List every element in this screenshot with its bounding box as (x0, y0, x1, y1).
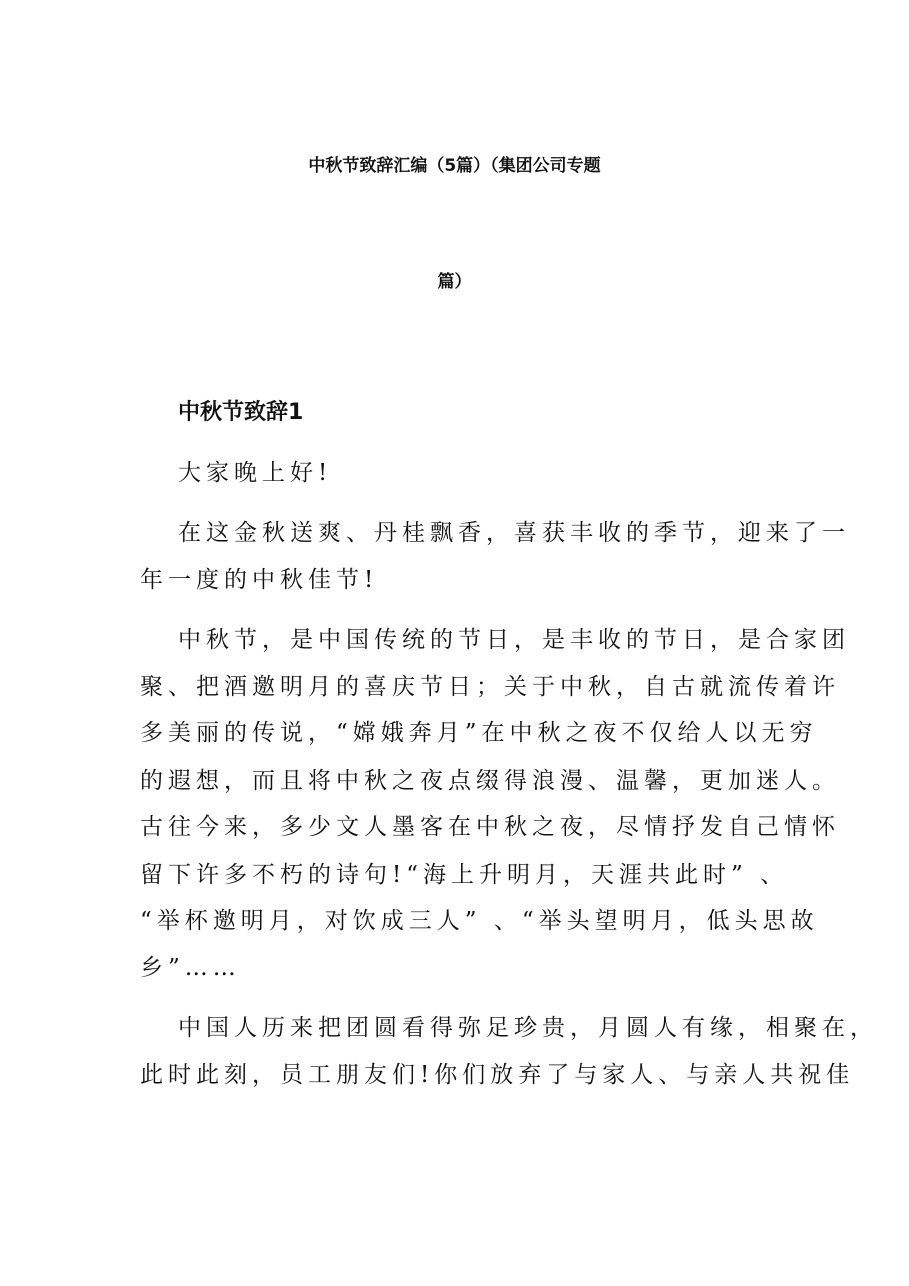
document-title-line-2: 篇） (437, 272, 472, 292)
paragraph-line: 年一度的中秋佳节! (140, 567, 379, 593)
paragraph-line: 聚、把酒邀明月的喜庆节日；关于中秋，自古就流传着许 (140, 674, 840, 700)
greeting-line: 大家晚上好! (178, 460, 333, 486)
paragraph-line: 多美丽的传说，“嫦娥奔月”在中秋之夜不仅给人以无穷 (140, 720, 818, 746)
paragraph-line: 的遐想，而且将中秋之夜点缀得浪漫、温馨，更加迷人。 (140, 768, 840, 794)
paragraph-line: 在这金秋送爽、丹桂飘香，喜获丰收的季节，迎来了一 (178, 520, 850, 546)
paragraph-line: 古往今来，多少文人墨客在中秋之夜，尽情抒发自己情怀 (140, 814, 840, 840)
paragraph-line: 中国人历来把团圆看得弥足珍贵，月圆人有缘，相聚在， (178, 1015, 878, 1041)
paragraph-line: 中秋节，是中国传统的节日，是丰收的节日，是合家团 (178, 627, 850, 653)
paragraph-line: “举杯邀明月，对饮成三人” 、“举头望明月，低头思故 (140, 908, 819, 934)
paragraph-line: 此时此刻，员工朋友们!你们放弃了与家人、与亲人共祝佳 (140, 1062, 855, 1088)
paragraph-line: 留下许多不朽的诗句!“海上升明月，天涯共此时” 、 (140, 862, 789, 888)
section-heading: 中秋节致辞1 (178, 400, 304, 425)
document-title-line-1: 中秋节致辞汇编（5篇）（集团公司专题 (308, 156, 601, 176)
paragraph-line: 乡”…… (140, 955, 241, 981)
